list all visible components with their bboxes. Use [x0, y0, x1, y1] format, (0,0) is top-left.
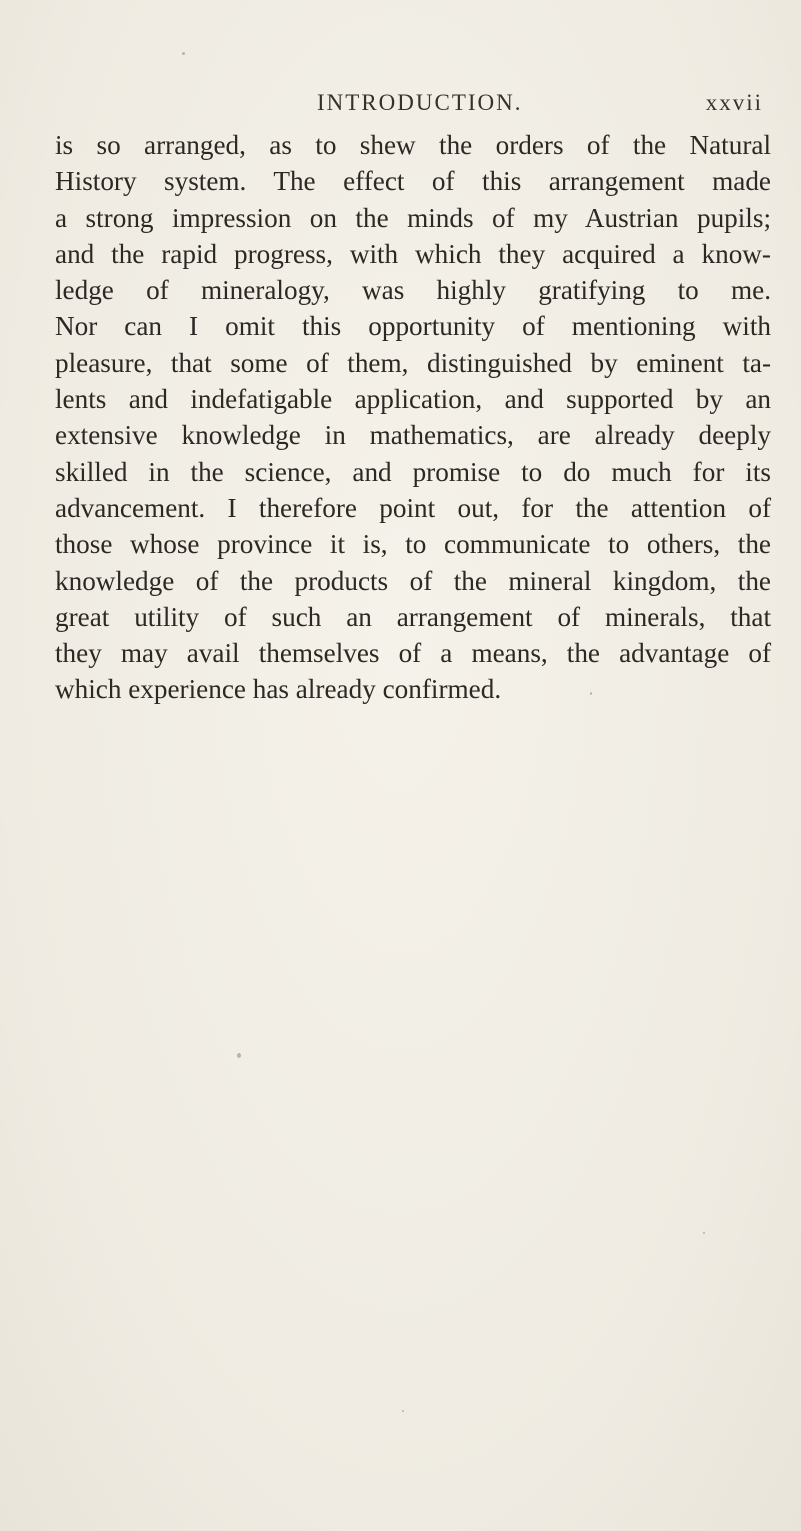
- text-line: those whose province it is, to communicate to others, the: [55, 529, 771, 560]
- text-line: pleasure, that some of them, distinguished by eminent ta-: [55, 347, 771, 378]
- text-line: ledge of mineralogy, was highly gratifying to me.: [55, 275, 771, 306]
- text-line: great utility of such an arrangement of minerals, that: [55, 601, 771, 632]
- paper-speck: [237, 1053, 241, 1058]
- paper-speck: [402, 1410, 404, 1412]
- text-line: is so arranged, as to shew the orders of the Natural: [55, 130, 771, 160]
- text-line: History system. The effect of this arrangement made: [55, 166, 771, 197]
- body-paragraph: [55, 127, 771, 708]
- running-title: INTRODUCTION.: [317, 90, 523, 115]
- text-line: a strong impression on the minds of my Austrian pupils;: [55, 202, 771, 233]
- text-line: skilled in the science, and promise to do much for its: [55, 456, 771, 487]
- running-head: [55, 90, 771, 130]
- text-line: they may avail themselves of a means, the advantage of: [55, 638, 771, 669]
- text-line: Nor can I omit this opportunity of mentioning with: [55, 311, 771, 342]
- paper-speck: [182, 52, 185, 55]
- paper-speck: [703, 1232, 705, 1234]
- text-line: lents and indefatigable application, and supported by an: [55, 384, 771, 415]
- text-line: advancement. I therefore point out, for the attention of: [55, 492, 771, 523]
- text-line: knowledge of the products of the mineral kingdom, the: [55, 565, 771, 596]
- text-line: and the rapid progress, with which they acquired a know-: [55, 238, 771, 269]
- page-number: xxvii: [705, 90, 763, 115]
- text-line: extensive knowledge in mathematics, are already deeply: [55, 420, 771, 451]
- text-line: which experience has already confirmed.: [55, 674, 502, 705]
- paper-speck: [590, 692, 592, 695]
